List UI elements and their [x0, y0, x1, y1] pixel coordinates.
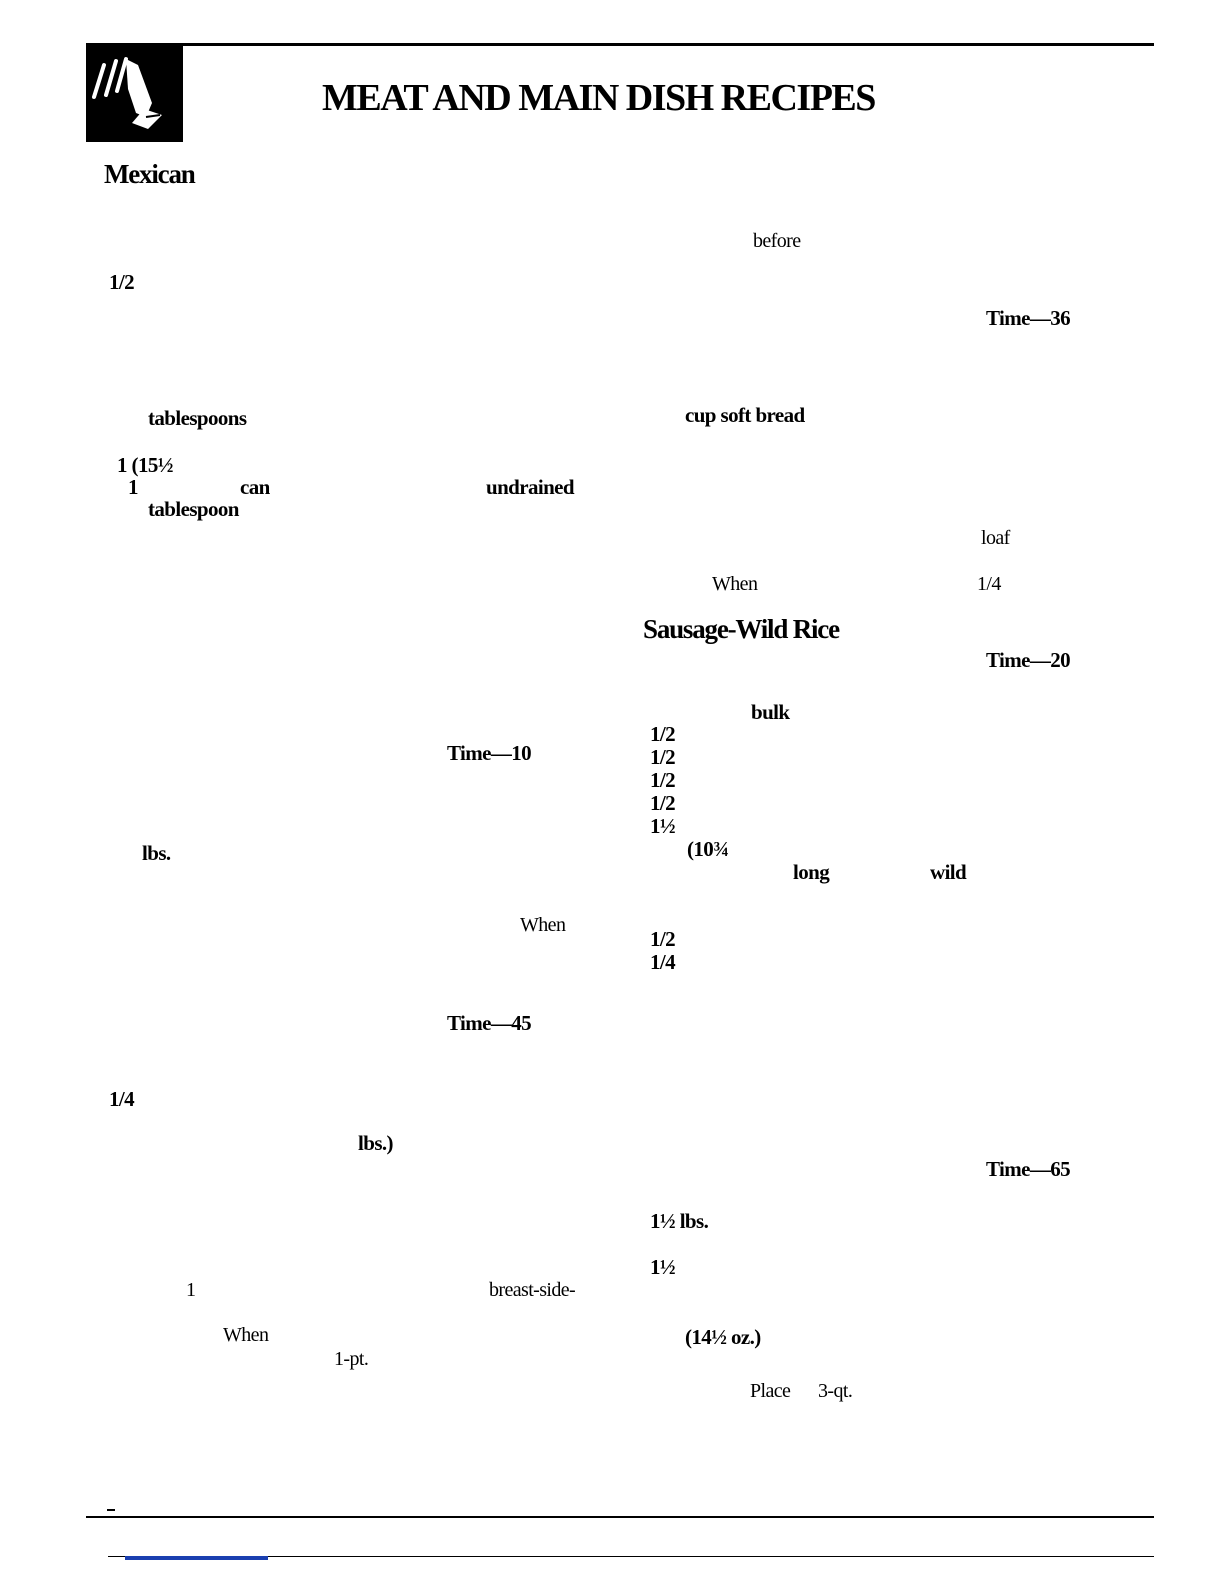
right-fragment: 1/4: [977, 573, 1001, 595]
left-fragment: 1: [128, 475, 138, 499]
left-fragment: When: [520, 914, 566, 936]
right-fragment: Time—20: [986, 648, 1071, 672]
page-title: MEAT AND MAIN DISH RECIPES: [322, 77, 875, 119]
left-fragment: 1-pt.: [334, 1348, 369, 1370]
left-fragment: can: [240, 475, 270, 499]
right-fragment: 1½: [650, 814, 676, 838]
right-fragment: long: [793, 860, 830, 884]
left-recipe-heading: Mexican: [104, 159, 195, 189]
right-fragment: cup soft bread: [685, 403, 805, 427]
left-fragment: undrained: [486, 475, 574, 499]
left-fragment: lbs.: [142, 841, 171, 865]
right-fragment: When: [712, 573, 758, 595]
left-fragment: Time—45: [447, 1011, 532, 1035]
right-fragment: 1/2: [650, 768, 676, 792]
right-fragment: 1½: [650, 1255, 676, 1279]
right-fragment: loaf: [981, 527, 1010, 549]
right-fragment: 3-qt.: [818, 1380, 853, 1402]
left-fragment: 1: [186, 1279, 196, 1301]
left-fragment: When: [223, 1324, 269, 1346]
right-fragment: 1/2: [650, 722, 676, 746]
left-fragment: tablespoon: [148, 497, 239, 521]
left-fragment: 1/2: [109, 270, 135, 294]
right-fragment: 1/2: [650, 791, 676, 815]
right-fragment: 1/2: [650, 745, 676, 769]
right-recipe-heading: Sausage-Wild Rice: [643, 614, 839, 644]
right-fragment: 1½ lbs.: [650, 1209, 709, 1233]
right-fragment: (14½ oz.): [685, 1325, 761, 1349]
right-fragment: wild: [930, 860, 967, 884]
right-fragment: (10¾: [687, 837, 729, 861]
left-fragment: tablespoons: [148, 406, 247, 430]
right-fragment: bulk: [751, 700, 790, 724]
section-logo: [86, 45, 183, 142]
left-fragment: breast-side-: [489, 1279, 576, 1301]
right-fragment: Time—36: [986, 306, 1071, 330]
hand-pressing-touchpad-icon: [86, 45, 183, 142]
page-number-mark: [107, 1509, 115, 1511]
left-fragment: lbs.): [358, 1131, 393, 1155]
right-fragment: 1/4: [650, 950, 676, 974]
left-fragment: 1 (15½: [117, 453, 173, 477]
bottom-rule: [86, 1516, 1154, 1518]
right-fragment: 1/2: [650, 927, 676, 951]
right-fragment: Time—65: [986, 1157, 1071, 1181]
top-rule: [86, 43, 1154, 46]
blue-accent-bar: [125, 1556, 268, 1560]
left-fragment: 1/4: [109, 1087, 135, 1111]
left-fragment: Time—10: [447, 741, 532, 765]
right-fragment: Place: [750, 1380, 791, 1402]
right-fragment: before: [753, 230, 801, 252]
